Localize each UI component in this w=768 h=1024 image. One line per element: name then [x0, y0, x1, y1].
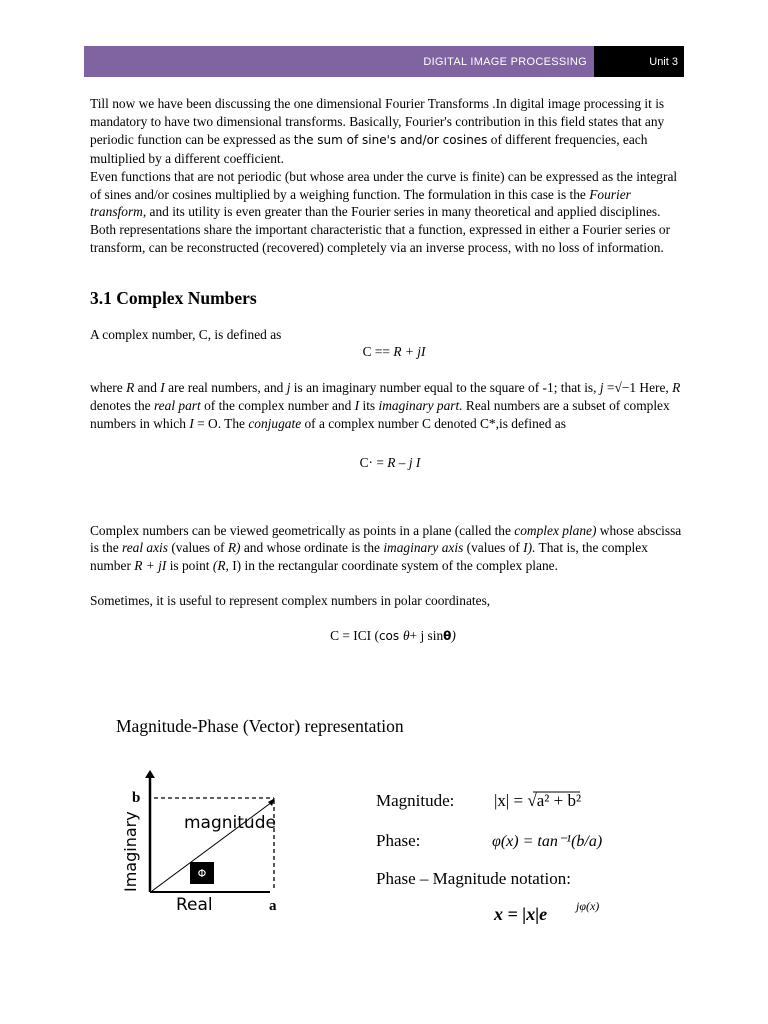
- text-run: and: [134, 379, 161, 395]
- document-body: [90, 95, 682, 646]
- real-axis-label: Real: [176, 895, 213, 915]
- complex-equation: [90, 343, 682, 361]
- text-run: (values of: [168, 540, 228, 556]
- complex-definition: A complex number, C, is defined as: [90, 327, 282, 343]
- imaginary-part-term: imaginary part.: [378, 397, 463, 413]
- a-label: a: [269, 898, 277, 914]
- b-label: b: [132, 790, 141, 806]
- phase-eq-label: Phase:: [376, 831, 421, 850]
- fourier-paragraph: [90, 168, 682, 258]
- y-axis-arrow: [145, 770, 155, 778]
- text-run: Here,: [636, 379, 673, 395]
- conj-lhs: C: [359, 454, 369, 470]
- fourier-text-a: Even functions that are not periodic (but whose area under the curve is finite) can be expressed as the integral of sines and/or cosines multiplied by a weighing function. The formulation in this case is the: [90, 168, 678, 202]
- conj-equals: =: [373, 454, 388, 470]
- text-run: (values of: [463, 540, 524, 556]
- conj-rhs: R – j I: [387, 454, 421, 470]
- notation-exponent: jφ(x): [576, 899, 600, 913]
- fourier-transform-term: Fourier transform,: [90, 186, 631, 220]
- intro-text-a: Till now we have been discussing the one dimensional Fourier Transforms .In digital image processing it is mandatory to have two dimensional transforms. Basically, Fourier's contribution in this field states that any periodic function can be expressed as: [90, 96, 665, 147]
- text-run: of the complex number and: [200, 397, 355, 413]
- text-run: of a complex number C denoted C*,is defined as: [301, 415, 566, 431]
- polar-c: ): [451, 628, 456, 644]
- section-heading: 3.1 Complex Numbers: [90, 288, 257, 309]
- complex-eq-lhs: C ==: [362, 343, 394, 359]
- text-run: are real numbers, and: [164, 379, 287, 395]
- theta-symbol: θ: [402, 628, 410, 644]
- page-header: [84, 46, 684, 77]
- intro-paragraph: [90, 95, 682, 168]
- var-i: I: [160, 379, 165, 395]
- intro-text-b: the sum of sine's and/or cosines: [293, 132, 488, 147]
- figure-title: Magnitude-Phase (Vector) representation: [116, 716, 404, 736]
- text-run: Complex numbers can be viewed geometrically as points in a plane (called the: [90, 522, 515, 538]
- theta-symbol: θ: [443, 629, 452, 644]
- notation-eq: x = |x|e: [494, 904, 548, 924]
- notation-eq-label: Phase – Magnitude notation:: [376, 869, 572, 888]
- real-axis-term: real axis: [122, 540, 168, 556]
- real-part-term: real part: [153, 397, 201, 413]
- magnitude-label: magnitude: [184, 813, 276, 833]
- fourier-text-c: and its utility is even greater than the Fourier series in many theoretical and applied disciplines. Both representations share the important characteristic that a function, expressed in either a Fourier series or transform, can be reconstructed (recovered) completely via an inverse process, with no loss of information.: [90, 204, 671, 256]
- header-title: DIGITAL IMAGE PROCESSING: [84, 46, 594, 77]
- complex-plane-term: complex plane): [514, 522, 597, 538]
- polar-equation: [90, 627, 682, 646]
- var-i: I: [189, 415, 194, 431]
- intro-text-c: of different frequencies, each multiplied by a different coefficient.: [90, 131, 648, 166]
- var-r: R: [672, 379, 681, 395]
- var-i: I).: [523, 540, 536, 556]
- magnitude-eq: |x| = √a² + b²: [494, 791, 582, 810]
- text-run: That is, the complex number: [90, 540, 648, 574]
- var-i: I: [354, 397, 360, 413]
- phase-eq: φ(x) = tan⁻¹(b/a): [492, 833, 603, 850]
- header-unit: Unit 3: [594, 46, 684, 77]
- polar-b: + j sin: [409, 628, 444, 644]
- text-run: is point: [166, 558, 213, 574]
- sqrt-expr: =√−1: [603, 379, 637, 395]
- var-j: j: [286, 379, 291, 395]
- polar-a: C = ICI (: [330, 628, 379, 644]
- point-expr: (R,: [212, 558, 229, 574]
- conj-star: ·: [368, 454, 374, 470]
- text-run: is an imaginary number equal to the square of -1; that is,: [290, 379, 600, 395]
- conjugate-equation: [90, 454, 682, 472]
- vector-figure: [108, 712, 668, 942]
- polar-intro: Sometimes, it is useful to represent complex numbers in polar coordinates,: [90, 593, 491, 609]
- text-run: = O. The: [193, 415, 249, 431]
- text-run: I) in the rectangular coordinate system of the complex plane.: [228, 558, 558, 574]
- vector-diagram: [108, 712, 668, 942]
- var-r: R: [126, 379, 135, 395]
- complex-eq-rhs: R + jI: [393, 343, 426, 359]
- complex-expr: R + jI: [134, 558, 167, 574]
- text-run: its: [359, 397, 379, 413]
- phi-label: Φ: [197, 867, 207, 880]
- polar-cos: cos: [378, 629, 403, 644]
- magnitude-eq-label: Magnitude:: [376, 791, 455, 810]
- imaginary-axis-label: Imaginary: [121, 811, 140, 892]
- imaginary-axis-term: imaginary axis: [383, 540, 464, 556]
- text-run: Real numbers are a subset of complex numbers in which: [90, 397, 670, 431]
- conjugate-term: conjugate: [248, 415, 302, 431]
- geometric-paragraph: [90, 522, 682, 576]
- var-j: j: [599, 379, 604, 395]
- text-run: whose abscissa is the: [90, 522, 682, 556]
- var-r: R): [227, 540, 241, 556]
- text-run: and whose ordinate is the: [240, 540, 384, 556]
- text-run: denotes the: [90, 397, 154, 413]
- complex-explanation: [90, 379, 682, 433]
- text-run: where: [90, 379, 127, 395]
